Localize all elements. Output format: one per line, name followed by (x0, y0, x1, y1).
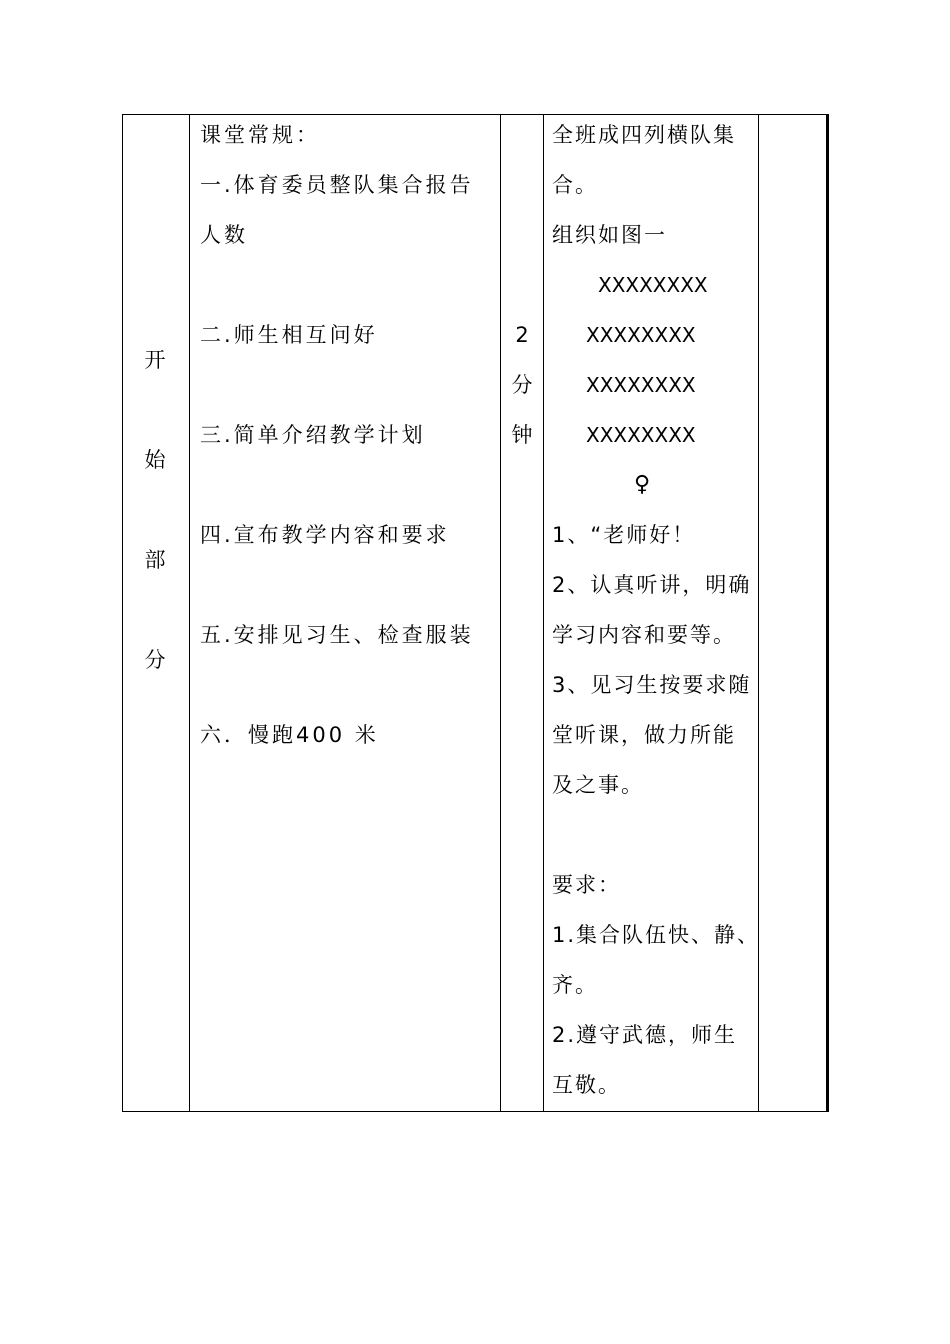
time-column (502, 314, 542, 464)
section-char: 开 (144, 348, 166, 372)
content-item-1: 一.体育委员整队集合报告 (200, 173, 474, 197)
requirement-2-cont: 互敬。 (552, 1073, 621, 1097)
org-point-3-cont: 堂听课，做力所能 (552, 723, 736, 747)
org-line: 全班成四列横队集 (552, 123, 736, 147)
requirement-1-cont: 齐。 (552, 973, 598, 997)
formation-row: XXXXXXXX (598, 273, 708, 297)
table-right-border (826, 114, 829, 1112)
column-divider-section (189, 114, 190, 1112)
content-item-4: 四.宣布教学内容和要求 (200, 523, 450, 547)
org-point-3-cont: 及之事。 (552, 773, 644, 797)
org-point-1: 1、“老师好！ (552, 523, 696, 547)
org-line: 组织如图一 (552, 223, 667, 247)
content-heading: 课堂常规： (200, 123, 320, 147)
content-item-6: 六．慢跑400 米 (200, 723, 379, 747)
column-divider-content (500, 114, 501, 1112)
content-item-2: 二.师生相互问好 (200, 323, 378, 347)
teaching-content-column (200, 114, 496, 764)
content-item-5: 五.安排见习生、检查服装 (200, 623, 474, 647)
requirements-heading: 要求： (552, 873, 621, 897)
time-char: 钟 (511, 423, 533, 447)
requirement-2: 2.遵守武德，师生 (552, 1023, 738, 1047)
section-char: 始 (144, 448, 166, 472)
org-point-2-cont: 学习内容和要等。 (552, 623, 736, 647)
time-char: 2 (515, 323, 529, 347)
column-divider-time (543, 114, 544, 1112)
formation-row: XXXXXXXX (586, 323, 696, 347)
org-point-2: 2、认真听讲，明确 (552, 573, 752, 597)
formation-row: XXXXXXXX (586, 373, 696, 397)
column-divider-organization (758, 114, 759, 1112)
section-char: 部 (144, 548, 166, 572)
content-item-3: 三.简单介绍教学计划 (200, 423, 426, 447)
org-point-3: 3、见习生按要求随 (552, 673, 752, 697)
teacher-symbol: ♀ (634, 472, 651, 497)
time-char: 分 (511, 373, 533, 397)
formation-row: XXXXXXXX (586, 423, 696, 447)
organization-column (552, 114, 761, 1114)
org-line: 合。 (552, 173, 598, 197)
section-char: 分 (144, 648, 166, 672)
content-item-1-cont: 人数 (200, 223, 248, 247)
requirement-1: 1.集合队伍快、静、 (552, 923, 761, 947)
section-label-column (140, 340, 170, 740)
